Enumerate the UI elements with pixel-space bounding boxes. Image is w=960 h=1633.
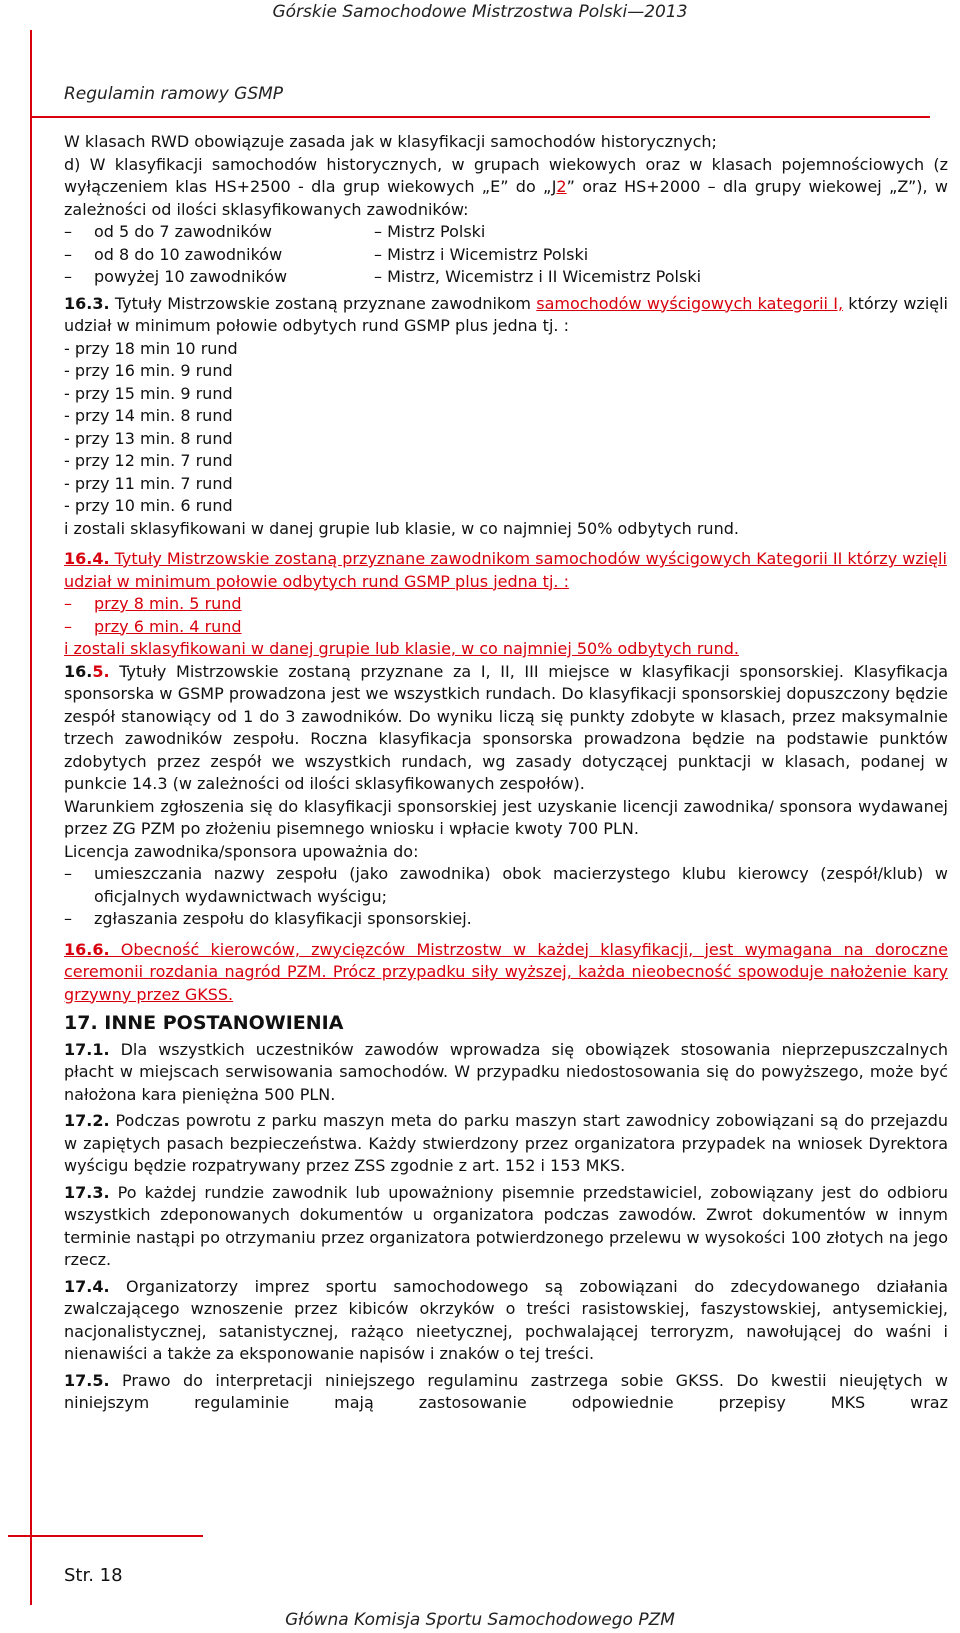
section-16-5-licence-rights: Licencja zawodnika/sponsora upoważnia do:: [64, 841, 419, 861]
award-row: – od 8 do 10 zawodników – Mistrz i Wicemistrz Polski: [64, 244, 948, 267]
section-16-3-closing: i zostali sklasyfikowani w danej grupie lub klasie, w co najmniej 50% odbytych rund.: [64, 518, 739, 538]
section-17-heading: 17. INNE POSTANOWIENIA: [64, 1012, 344, 1034]
award-row: – powyżej 10 zawodników – Mistrz, Wicemistrz i II Wicemistrz Polski: [64, 266, 948, 289]
running-footer: Główna Komisja Sportu Samochodowego PZM: [285, 1610, 675, 1630]
list-item: - przy 12 min. 7 rund: [64, 451, 233, 470]
list-item: – przy 8 min. 5 rund: [64, 593, 948, 616]
intro-historic: d) W klasyfikacji samochodów historycznych, w grupach wiekowych oraz w klasach pojemnościowych (z wyłączeniem klas HS+2500 - dla grup wiekowych „E” do „J2” oraz HS+2000 – dla grupy wiekowej „Z”), w zależności od ilości sklasyfikowanych zawodników:: [64, 154, 949, 219]
section-16-3: 16.3. Tytuły Mistrzowskie zostaną przyznane zawodnikom samochodów wyścigowych kategorii I, którzy wzięli udział w minimum połowie odbytych rund GSMP plus jedna tj. :: [64, 293, 949, 335]
section-17-5: 17.5. Prawo do interpretacji niniejszego regulaminu zastrzega sobie GKSS. Do kwestii nieujętych w niniejszym regulaminie mają zastosowanie odpowiednie przepisy MKS wraz: [64, 1370, 948, 1412]
section-16-6: 16.6. Obecność kierowców, zwycięzców Mistrzostw w każdej klasyfikacji, jest wymagana na doroczne ceremonii rozdania nagród PZM. Prócz przypadku siły wyższej, każda nieobecność spowoduje nałożenie kary grzywny przez GKSS.: [64, 939, 948, 1004]
left-margin-rule: [30, 30, 32, 1605]
page-number: Str. 18: [64, 1565, 123, 1586]
list-item: - przy 13 min. 8 rund: [64, 428, 233, 448]
section-16-4-closing: i zostali sklasyfikowani w danej grupie lub klasie, w co najmniej 50% odbytych rund.: [64, 639, 739, 658]
list-item: - przy 15 min. 9 rund: [64, 383, 233, 403]
list-item: - przy 14 min. 8 rund: [64, 406, 233, 425]
section-16-4: 16.4. Tytuły Mistrzowskie zostaną przyznane zawodnikom samochodów wyścigowych Kategorii II którzy wzięli udział w minimum połowie odbytych rund GSMP plus jedna tj. :: [64, 549, 947, 591]
page-body: [64, 131, 948, 1415]
section-17-3: 17.3. Po każdej rundzie zawodnik lub upoważniony pisemnie przedstawiciel, zobowiązany jest do odbioru wszystkich zdeponowanych dokumentów u organizatora podczas zawodów. Zwrot dokumentów w innym terminie nastąpi po otrzymaniu przez organizatora potwierdzonego przelewu w wysokości 100 złotych na jego rzecz.: [64, 1182, 948, 1269]
list-item: - przy 18 min 10 rund: [64, 338, 238, 358]
footer-rule: [8, 1535, 203, 1537]
award-row: – od 5 do 7 zawodników – Mistrz Polski: [64, 221, 948, 244]
section-17-2: 17.2. Podczas powrotu z parku maszyn meta do parku maszyn start zawodnicy zobowiązani są do przejazdu w zapiętych pasach bezpieczeństwa. Każdy stwierdzony przez organizatora przypadek na wniosek Dyrektora wyścigu będzie rozpatrywany przez ZSS zgodnie z art. 152 i 153 MKS.: [64, 1111, 948, 1175]
document-subtitle: Regulamin ramowy GSMP: [64, 84, 284, 104]
header-rule: [30, 116, 930, 118]
running-header-title: Górskie Samochodowe Mistrzostwa Polski—2013: [272, 2, 688, 22]
list-item: - przy 10 min. 6 rund: [64, 496, 233, 515]
list-item: – zgłaszania zespołu do klasyfikacji sponsorskiej.: [64, 908, 948, 931]
section-16-5-licence: Warunkiem zgłoszenia się do klasyfikacji sponsorskiej jest uzyskanie licencji zawodnika/ sponsora wydawanej przez ZG PZM po złożeniu pisemnego wniosku i wpłacie kwoty 700 PLN.: [64, 796, 948, 838]
section-17-4: 17.4. Organizatorzy imprez sportu samochodowego są zobowiązani do zdecydowanego działania zwalczającego wznoszenie przez kibiców okrzyków o treści rasistowskiej, faszystowskiej, antysemickiej, nacjonalistycznej, satanistycznej, rażąco nieetycznej, pochwalającej terroryzm, nawołującej do waśni i nienawiści a także za eksponowanie napisów i znaków o tej treści.: [64, 1276, 948, 1363]
list-item: - przy 11 min. 7 rund: [64, 473, 233, 493]
intro-rwd: W klasach RWD obowiązuje zasada jak w klasyfikacji samochodów historycznych;: [64, 132, 717, 151]
list-item: – umieszczania nazwy zespołu (jako zawodnika) obok macierzystego klubu kierowcy (zespół/klub) w oficjalnych wydawnictwach wyścigu;: [64, 863, 948, 908]
awards-list: [64, 221, 948, 289]
list-item: – przy 6 min. 4 rund: [64, 616, 948, 639]
list-item: - przy 16 min. 9 rund: [64, 361, 233, 380]
section-16-5: 16.5. Tytuły Mistrzowskie zostaną przyznane za I, II, III miejsce w klasyfikacji sponsorskiej. Klasyfikacja sponsorska w GSMP prowadzona jest we wszystkich rundach. Do klasyfikacji sponsorskiej dopuszczony będzie zespół stanowiący od 1 do 3 zawodników. Do wyniku liczą się punkty zdobyte w klasach, przez maksymalnie trzech zawodników zespołu. Roczna klasyfikacja sponsorska prowadzona będzie na podstawie punktów zdobytych przez zespół we wszystkich rundach, wg zasady dotyczącej punktacji w klasach, podanej w punkcie 14.3 (w zależności od ilości sklasyfikowanych zespołów).: [64, 661, 948, 793]
section-17-1: 17.1. Dla wszystkich uczestników zawodów wprowadza się obowiązek stosowania nieprzepuszczalnych płacht w miejscach serwisowania samochodów. W przypadku niedostosowania się do powyższego, może być nałożona kara pieniężna 500 PLN.: [64, 1039, 948, 1104]
